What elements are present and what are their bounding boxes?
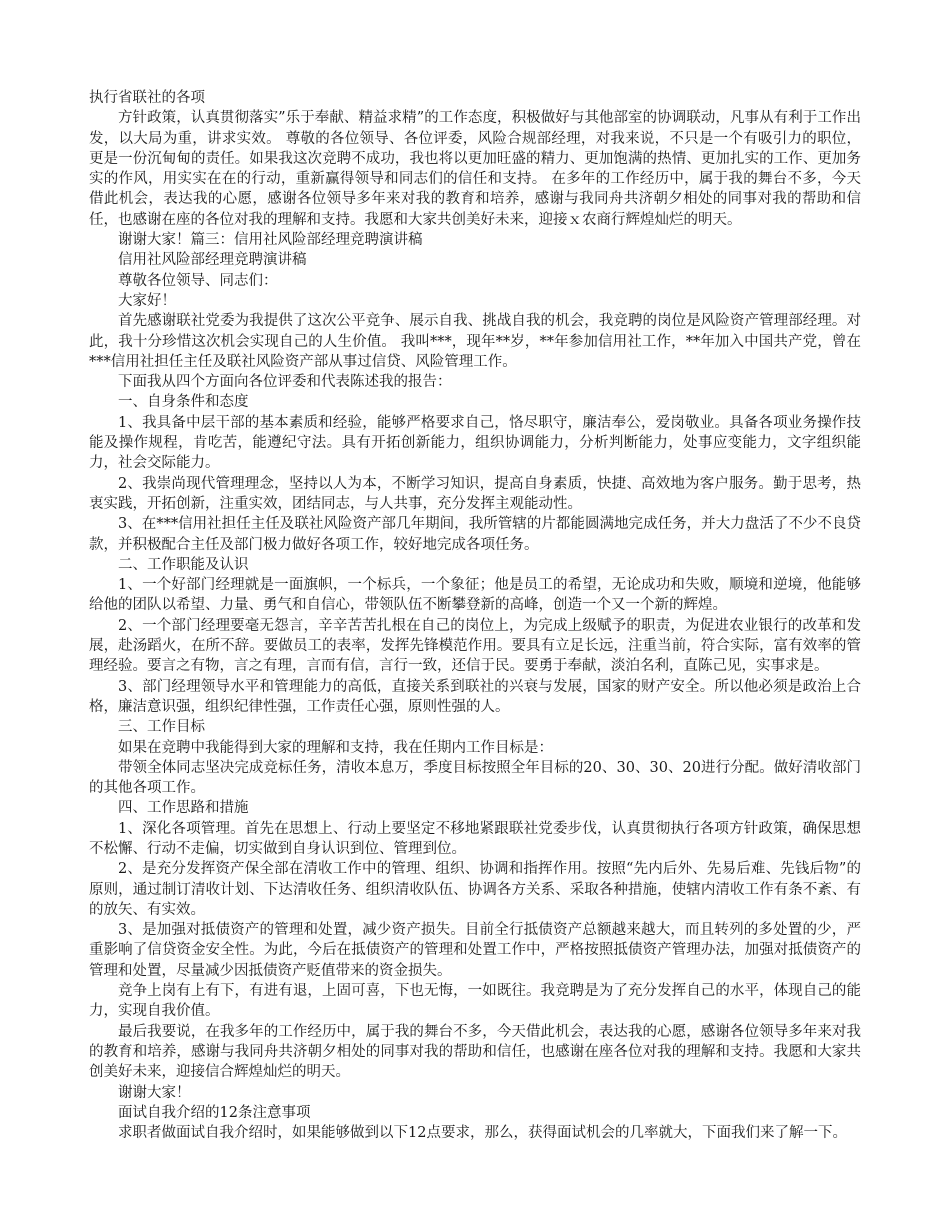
paragraph: 执行省联社的各项 <box>89 90 205 106</box>
paragraph: 求职者做面试自我介绍时，如果能够做到以下12点要求，那么，获得面试机会的几率就大，下面我们来了解一下。 <box>118 1125 847 1142</box>
paragraph: 2、是充分发挥资产保全部在清收工作中的管理、组织、协调和指挥作用。按照“先内后外、先易后难、先钱后物”的原则，通过制订清收计划、下达清收任务、组织清收队伍、协调各方关系、采取各种措施，使辖内清收工作有条不紊、有的放矢、有实效。 <box>89 861 861 918</box>
paragraph: 下面我从四个方面向各位评委和代表陈述我的报告： <box>118 374 452 391</box>
section-title: 面试自我介绍的12条注意事项 <box>118 1104 311 1121</box>
section-heading: 谢谢大家！篇三：信用社风险部经理竞聘演讲稿 <box>118 232 423 249</box>
section-heading: 二、工作职能及认识 <box>118 556 249 573</box>
paragraph: 2、一个部门经理要毫无怨言，辛辛苦苦扎根在自己的岗位上，为完成上级赋予的职责，为促进农业银行的改革和发展，赴汤蹈火，在所不辞。要做员工的表率，发挥先锋模范作用。要具有立足长远，注重当前，符合实际，富有效率的管理经验。要言之有物，言之有理，言而有信，言行一致，还信于民。要勇于奉献，淡泊名利，直陈己见，实事求是。 <box>89 617 861 675</box>
document-page <box>89 88 861 1143</box>
paragraph: 1、深化各项管理。首先在思想上、行动上要坚定不移地紧跟联社党委步伐，认真贯彻执行各项方针政策，确保思想不松懈、行动不走偏，切实做到自身认识到位、管理到位。 <box>89 820 861 857</box>
salutation: 尊敬各位领导、同志们： <box>118 272 278 289</box>
paragraph: 如果在竞聘中我能得到大家的理解和支持，我在任期内工作目标是： <box>118 739 553 756</box>
paragraph: 1、我具备中层干部的基本素质和经验，能够严格要求自己，恪尽职守，廉洁奉公，爱岗敬业。具备各项业务操作技能及操作规程，肯吃苦，能遵纪守法。具有开拓创新能力，组织协调能力，分析判断能力，处事应变能力，文字组织能力，社会交际能力。 <box>89 414 861 472</box>
paragraph: 3、在***信用社担任主任及联社风险资产部几年期间，我所管辖的片都能圆满地完成任务，并大力盘活了不少不良贷款，并积极配合主任及部门极力做好各项工作，较好地完成各项任务。 <box>89 516 861 553</box>
paragraph: 带领全体同志坚决完成竞标任务，清收本息万，季度目标按照全年目标的20、30、30、20进行分配。做好清收部门的其他各项工作。 <box>89 759 861 797</box>
closing: 谢谢大家！ <box>118 1084 191 1101</box>
paragraph: 1、一个好部门经理就是一面旗帜，一个标兵，一个象征；他是员工的希望，无论成功和失败，顺境和逆境，他能够给他的团队以希望、力量、勇气和自信心，带领队伍不断攀登新的高峰，创造一个又一个新的辉煌。 <box>89 577 861 614</box>
section-title: 信用社风险部经理竞聘演讲稿 <box>118 252 307 269</box>
paragraph: 竞争上岗有上有下，有进有退，上固可喜，下也无悔，一如既往。我竞聘是为了充分发挥自己的水平，体现自己的能力，实现自我价值。 <box>89 983 861 1020</box>
paragraph: 最后我要说，在我多年的工作经历中，属于我的舞台不多，今天借此机会，表达我的心愿，感谢各位领导多年来对我的教育和培养，感谢与我同舟共济朝夕相处的同事对我的帮助和信任，也感谢在座各位对我的理解和支持。我愿和大家共创美好未来，迎接信合辉煌灿烂的明天。 <box>89 1023 861 1081</box>
paragraph: 3、是加强对抵债资产的管理和处置，减少资产损失。目前全行抵债资产总额越来越大，而且转列的多处置的少，严重影响了信贷资金安全性。为此，今后在抵债资产的管理和处置工作中，严格按照抵债资产管理办法，加强对抵债资产的管理和处置，尽量减少因抵债资产贬值带来的资金损失。 <box>89 922 861 979</box>
section-heading: 三、工作目标 <box>118 719 205 736</box>
paragraph: 方针政策，认真贯彻落实”乐于奉献、精益求精”的工作态度，积极做好与其他部室的协调联动，凡事从有利于工作出发，以大局为重，讲求实效。 尊敬的各位领导、各位评委，风险合规部经理，对我来说，不只是一个有吸引力的职位，更是一份沉甸甸的责任。如果我这次竞聘不成功，我也将以更加旺盛的精力、更加饱满的热情、更加扎实的工作、更加务实的作风，用实实在在的行动，重新赢得领导和同志们的信任和支持。 在多年的工作经历中，属于我的舞台不多，今天借此机会，表达我的心愿，感谢各位领导多年来对我的教育和培养，感谢与我同舟共济朝夕相处的同事对我的帮助和信任，也感谢在座的各位对我的理解和支持。我愿和大家共创美好未来，迎接ｘ农商行辉煌灿烂的明天。 <box>89 110 861 228</box>
greeting: 大家好！ <box>118 292 176 309</box>
section-heading: 四、工作思路和措施 <box>118 800 249 817</box>
paragraph: 3、部门经理领导水平和管理能力的高低，直接关系到联社的兴衰与发展，国家的财产安全。所以他必须是政治上合格，廉洁意识强，组织纪律性强，工作责任心强，原则性强的人。 <box>89 678 861 715</box>
paragraph: 2、我崇尚现代管理理念，坚持以人为本，不断学习知识，提高自身素质，快捷、高效地为客户服务。勤于思考，热衷实践，开拓创新，注重实效，团结同志，与人共事，充分发挥主观能动性。 <box>89 475 861 512</box>
paragraph: 首先感谢联社党委为我提供了这次公平竞争、展示自我、挑战自我的机会，我竞聘的岗位是风险资产管理部经理。对此，我十分珍惜这次机会实现自己的人生价值。 我叫***，现年**岁，**年参加信用社工作，**年加入中国共产党，曾在***信用社担任主任及联社风险资产部从事过信贷、风险管理工作。 <box>89 313 861 370</box>
section-heading: 一、自身条件和态度 <box>118 394 249 411</box>
